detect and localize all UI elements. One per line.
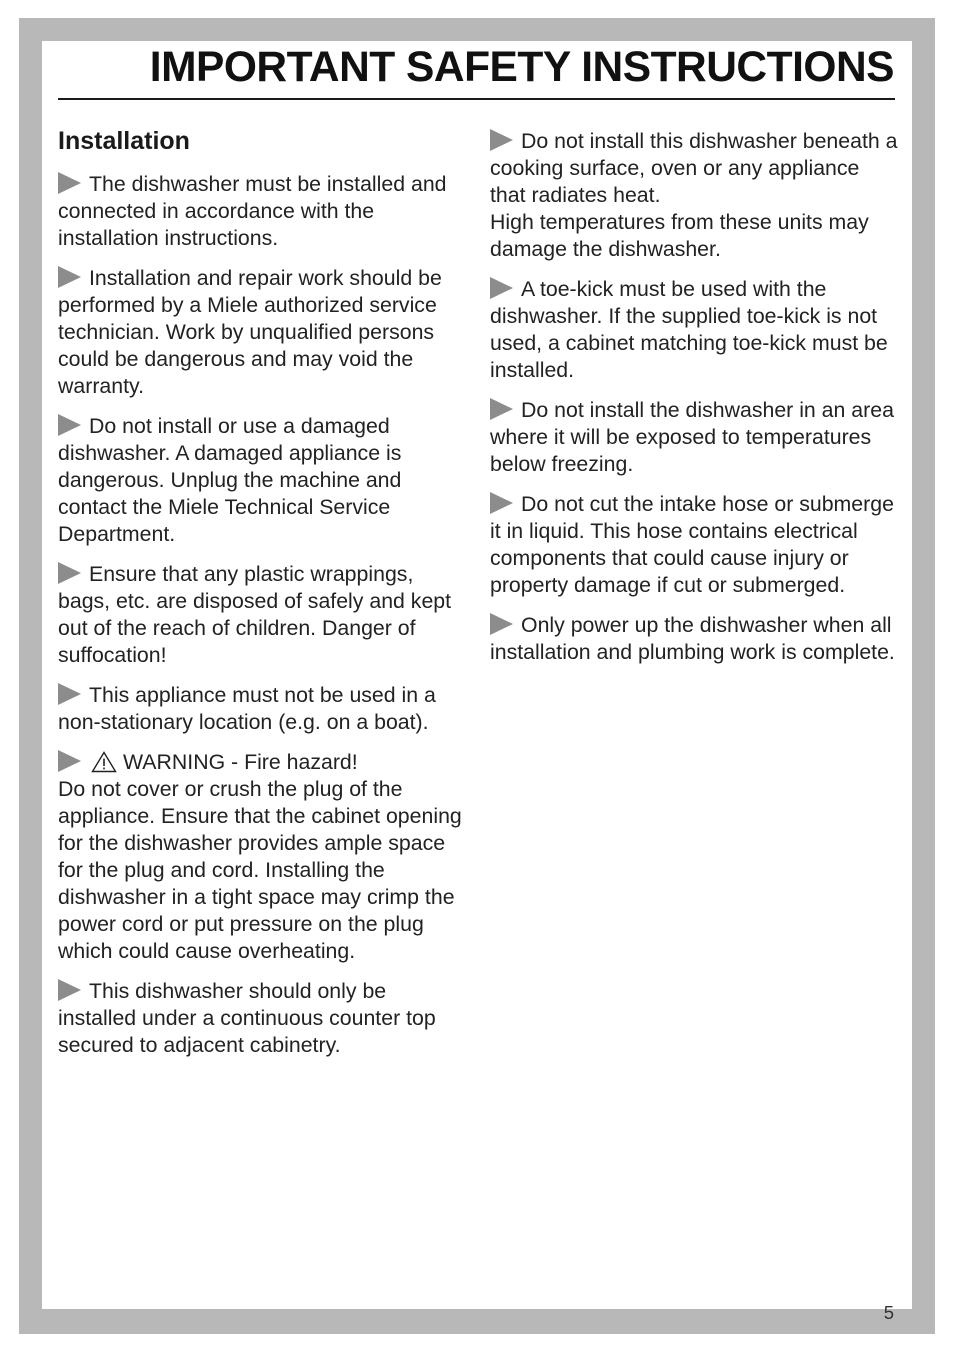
triangle-bullet-icon: [490, 398, 513, 420]
triangle-bullet-icon: [58, 750, 81, 772]
page-title: IMPORTANT SAFETY INSTRUCTIONS: [149, 44, 894, 91]
instruction-item: [490, 397, 898, 478]
section-heading: Installation: [58, 127, 190, 155]
triangle-bullet-icon: [490, 277, 513, 299]
triangle-bullet-icon: [58, 979, 81, 1001]
instruction-item: [490, 612, 898, 666]
instruction-text: Installation and repair work should be performed by a Miele authorized service technician. Work by unqualified persons could be dangerous and may void the warranty.: [58, 266, 442, 398]
instruction-text: Only power up the dishwasher when all installation and plumbing work is complete.: [490, 613, 895, 664]
instruction-item: [490, 491, 898, 599]
instruction-text: The dishwasher must be installed and connected in accordance with the installation instructions.: [58, 172, 447, 250]
instruction-item: [58, 171, 466, 252]
page-number: 5: [883, 1302, 894, 1323]
instruction-text: Do not cut the intake hose or submerge it in liquid. This hose contains electrical components that could cause injury or property damage if cut or submerged.: [490, 492, 894, 597]
left-column: [58, 124, 466, 1072]
instruction-item: [58, 413, 466, 548]
triangle-bullet-icon: [58, 683, 81, 705]
instruction-item: [58, 265, 466, 400]
instruction-text: Ensure that any plastic wrappings, bags, etc. are disposed of safely and kept out of the reach of children. Danger of suffocation!: [58, 562, 452, 667]
warning-triangle-icon: [91, 751, 117, 773]
instruction-item: [58, 978, 466, 1059]
right-column: [490, 128, 898, 679]
instruction-text: A toe-kick must be used with the dishwasher. If the supplied toe-kick is not used, a cabinet matching toe-kick must be installed.: [490, 277, 888, 382]
instruction-text: Do not cover or crush the plug of the appliance. Ensure that the cabinet opening for the dishwasher provides ample space for the plug and cord. Installing the dishwasher in a tight space may crimp the power cord or put pressure on the plug which could cause overheating.: [58, 777, 462, 963]
instruction-item: [58, 682, 466, 736]
instruction-text: Do not install or use a damaged dishwasher. A damaged appliance is dangerous. Unplug the machine and contact the Miele Technical Service Department.: [58, 414, 402, 546]
triangle-bullet-icon: [490, 613, 513, 635]
instruction-note: High temperatures from these units may damage the dishwasher.: [490, 210, 869, 261]
triangle-bullet-icon: [490, 129, 513, 151]
instruction-text: Do not install the dishwasher in an area where it will be exposed to temperatures below freezing.: [490, 398, 894, 476]
instruction-item: [490, 128, 898, 263]
triangle-bullet-icon: [58, 414, 81, 436]
triangle-bullet-icon: [58, 562, 81, 584]
triangle-bullet-icon: [58, 172, 81, 194]
triangle-bullet-icon: [490, 492, 513, 514]
title-divider: [58, 98, 895, 100]
instruction-item-warning: [58, 749, 466, 965]
instruction-item: [490, 276, 898, 384]
warning-label: WARNING - Fire hazard!: [123, 750, 358, 774]
instruction-item: [58, 561, 466, 669]
triangle-bullet-icon: [58, 266, 81, 288]
instruction-text: This appliance must not be used in a non-stationary location (e.g. on a boat).: [58, 683, 436, 734]
instruction-text: This dishwasher should only be installed under a continuous counter top secured to adjacent cabinetry.: [58, 979, 436, 1057]
instruction-text: Do not install this dishwasher beneath a cooking surface, oven or any appliance that radiates heat.: [490, 129, 898, 207]
